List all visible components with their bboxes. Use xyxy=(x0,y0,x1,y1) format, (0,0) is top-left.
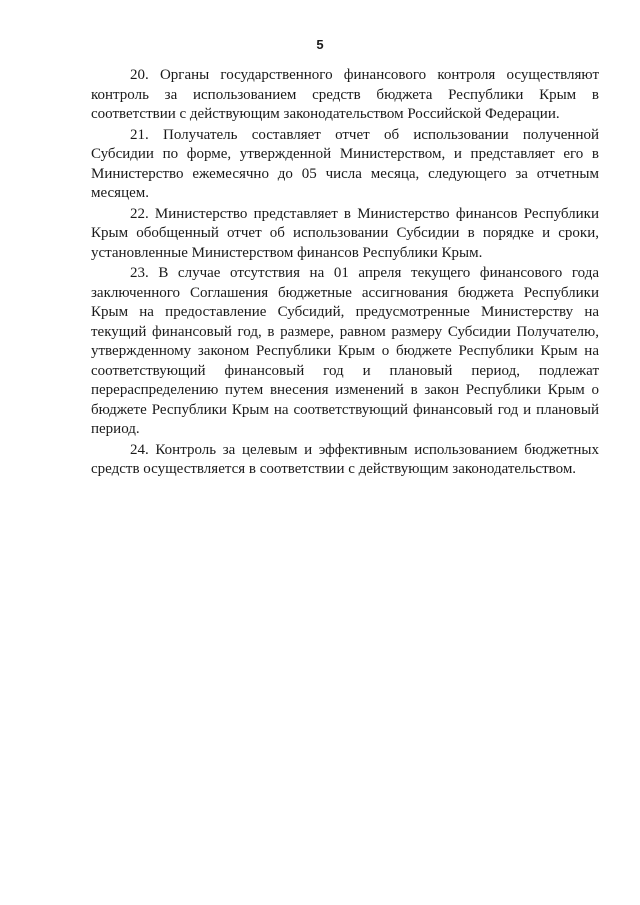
paragraph-22: 22. Министерство представляет в Министерство финансов Республики Крым обобщенный отчет об использовании Субсидии в порядке и сроки, установленные Министерством финансов Республики Крым. xyxy=(91,205,599,261)
paragraph-21: 21. Получатель составляет отчет об использовании полученной Субсидии по форме, утвержденной Министерством, и представляет его в Министерство ежемесячно до 05 числа месяца, следующего за отчетным месяцем. xyxy=(91,126,599,201)
document-body xyxy=(91,66,599,480)
paragraph-24: 24. Контроль за целевым и эффективным использованием бюджетных средств осуществляется в соответствии с действующим законодательством. xyxy=(91,441,599,477)
paragraph-23: 23. В случае отсутствия на 01 апреля текущего финансового года заключенного Соглашения бюджетные ассигнования бюджета Республики Крым на предоставление Субсидий, предусмотренные Министерству на текущий финансовый год, в размере, равном размеру Субсидии Получателю, утвержденному законом Республики Крым о бюджете Республики Крым на соответствующий финансовый год и плановый период, подлежат перераспределению путем внесения изменений в закон Республики Крым о бюджете Республики Крым на соответствующий финансовый год и плановый период. xyxy=(91,265,599,437)
paragraph-20: 20. Органы государственного финансового контроля осуществляют контроль за использованием средств бюджета Республики Крым в соответствии с действующим законодательством Российской Федерации. xyxy=(91,67,599,122)
page-number: 5 xyxy=(316,37,324,52)
